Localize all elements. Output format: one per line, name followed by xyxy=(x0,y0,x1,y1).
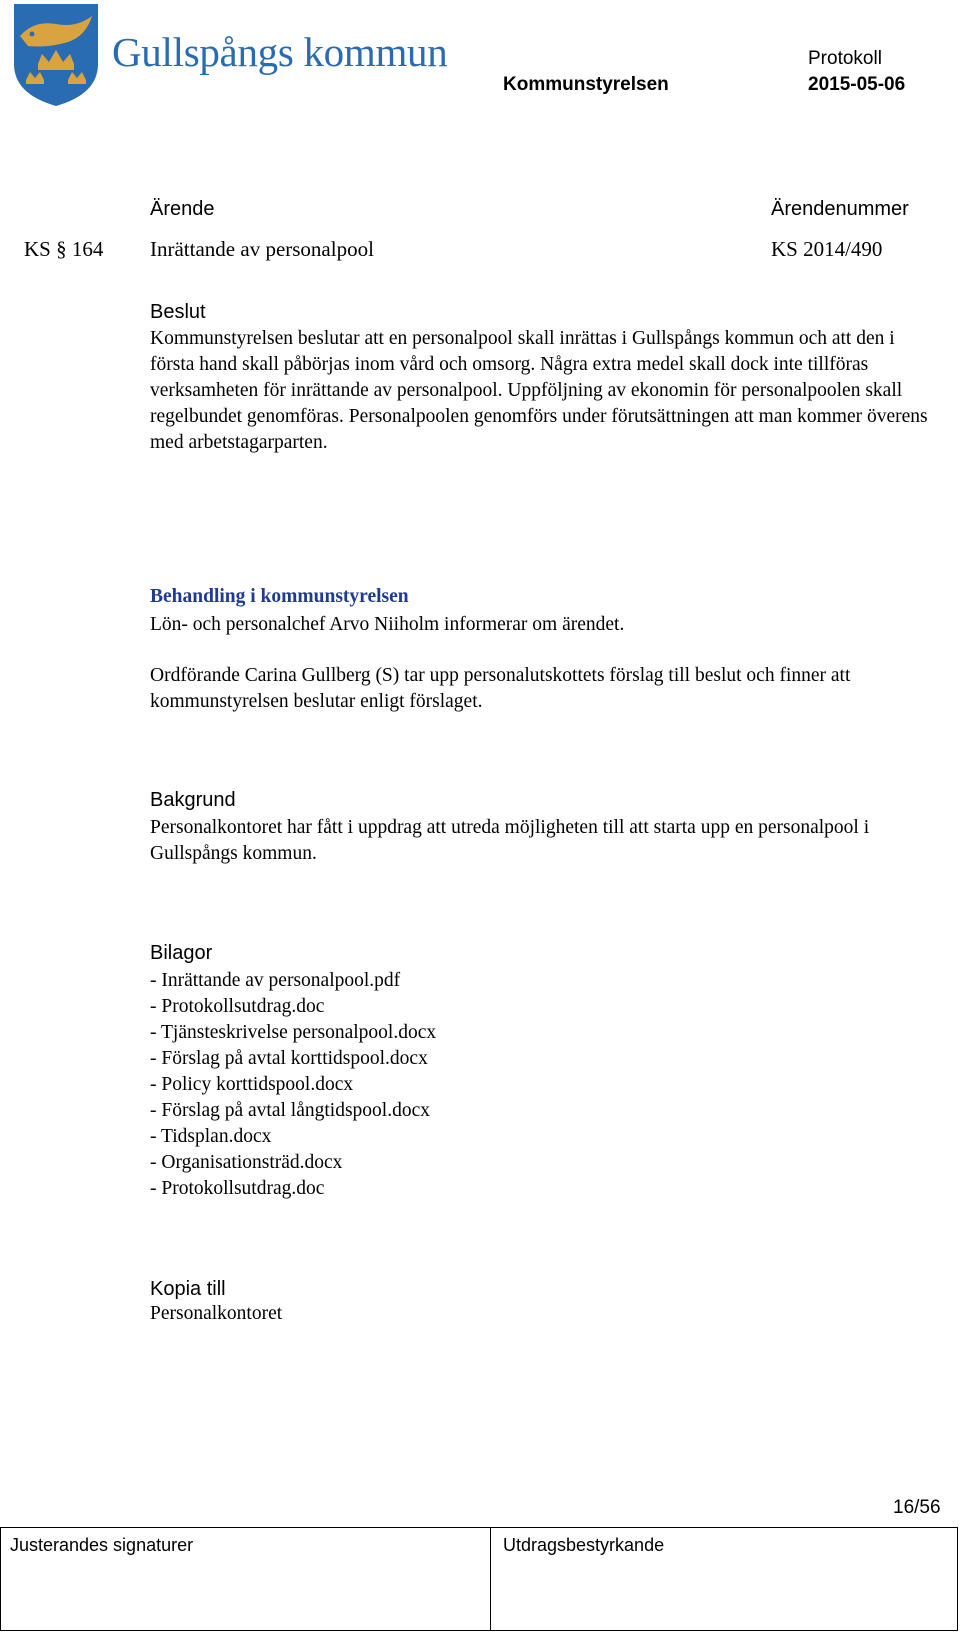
document-date: 2015-05-06 xyxy=(808,74,906,95)
signatures-label: Justerandes signaturer xyxy=(10,1535,194,1555)
municipal-coat-of-arms-icon xyxy=(12,2,100,108)
attachment-item: - Tidsplan.docx xyxy=(150,1126,272,1147)
kopia-heading: Kopia till xyxy=(150,1278,226,1300)
behandling-text-2: Ordförande Carina Gullberg (S) tar upp personalutskottets förslag till beslut och finner att kommunstyrelsen beslutar enligt förslaget. xyxy=(150,665,851,712)
organization-name: Gullspångs kommun xyxy=(112,29,448,75)
case-number: KS 2014/490 xyxy=(771,237,883,261)
attachments-list xyxy=(150,968,436,1202)
bakgrund-heading: Bakgrund xyxy=(150,789,236,811)
governing-body-name: Kommunstyrelsen xyxy=(503,74,669,95)
beslut-heading: Beslut xyxy=(150,301,206,323)
arende-label: Ärende xyxy=(150,198,215,220)
attachment-item: - Inrättande av personalpool.pdf xyxy=(150,970,401,991)
behandling-heading: Behandling i kommunstyrelsen xyxy=(150,586,409,607)
paragraph-number: KS § 164 xyxy=(24,237,104,261)
arendenummer-label: Ärendenummer xyxy=(771,198,909,220)
signature-divider xyxy=(490,1527,491,1631)
attachment-item: - Protokollsutdrag.doc xyxy=(150,1178,325,1199)
bakgrund-text: Personalkontoret har fått i uppdrag att utreda möjligheten till att starta upp en personalpool i Gullspångs kommun. xyxy=(150,817,870,864)
attachment-item: - Förslag på avtal långtidspool.docx xyxy=(150,1100,430,1121)
attachment-item: - Organisationsträd.docx xyxy=(150,1152,343,1173)
attachment-item: - Policy korttidspool.docx xyxy=(150,1074,354,1095)
document-type: Protokoll xyxy=(808,48,882,69)
attachment-item: - Protokollsutdrag.doc xyxy=(150,996,325,1017)
attachment-item: - Tjänsteskrivelse personalpool.docx xyxy=(150,1022,437,1043)
beslut-text: Kommunstyrelsen beslutar att en personalpool skall inrättas i Gullspångs kommun och att den i första hand skall påbörjas inom vård och omsorg. Några extra medel skall dock inte tillföras verksamheten för inrättande av personalpool. Uppföljning av ekonomin för personalpoolen skall regelbundet genomföras. Personalpoolen genomförs under förutsättningen att man kommer överens med arbetstagarparten. xyxy=(150,328,928,453)
extract-certification-label: Utdragsbestyrkande xyxy=(503,1535,665,1555)
attachment-item: - Förslag på avtal korttidspool.docx xyxy=(150,1048,428,1069)
case-title: Inrättande av personalpool xyxy=(150,237,374,261)
page-number: 16/56 xyxy=(893,1497,941,1518)
kopia-recipient: Personalkontoret xyxy=(150,1303,283,1324)
bilagor-heading: Bilagor xyxy=(150,942,213,964)
behandling-text-1: Lön- och personalchef Arvo Niiholm informerar om ärendet. xyxy=(150,614,625,635)
